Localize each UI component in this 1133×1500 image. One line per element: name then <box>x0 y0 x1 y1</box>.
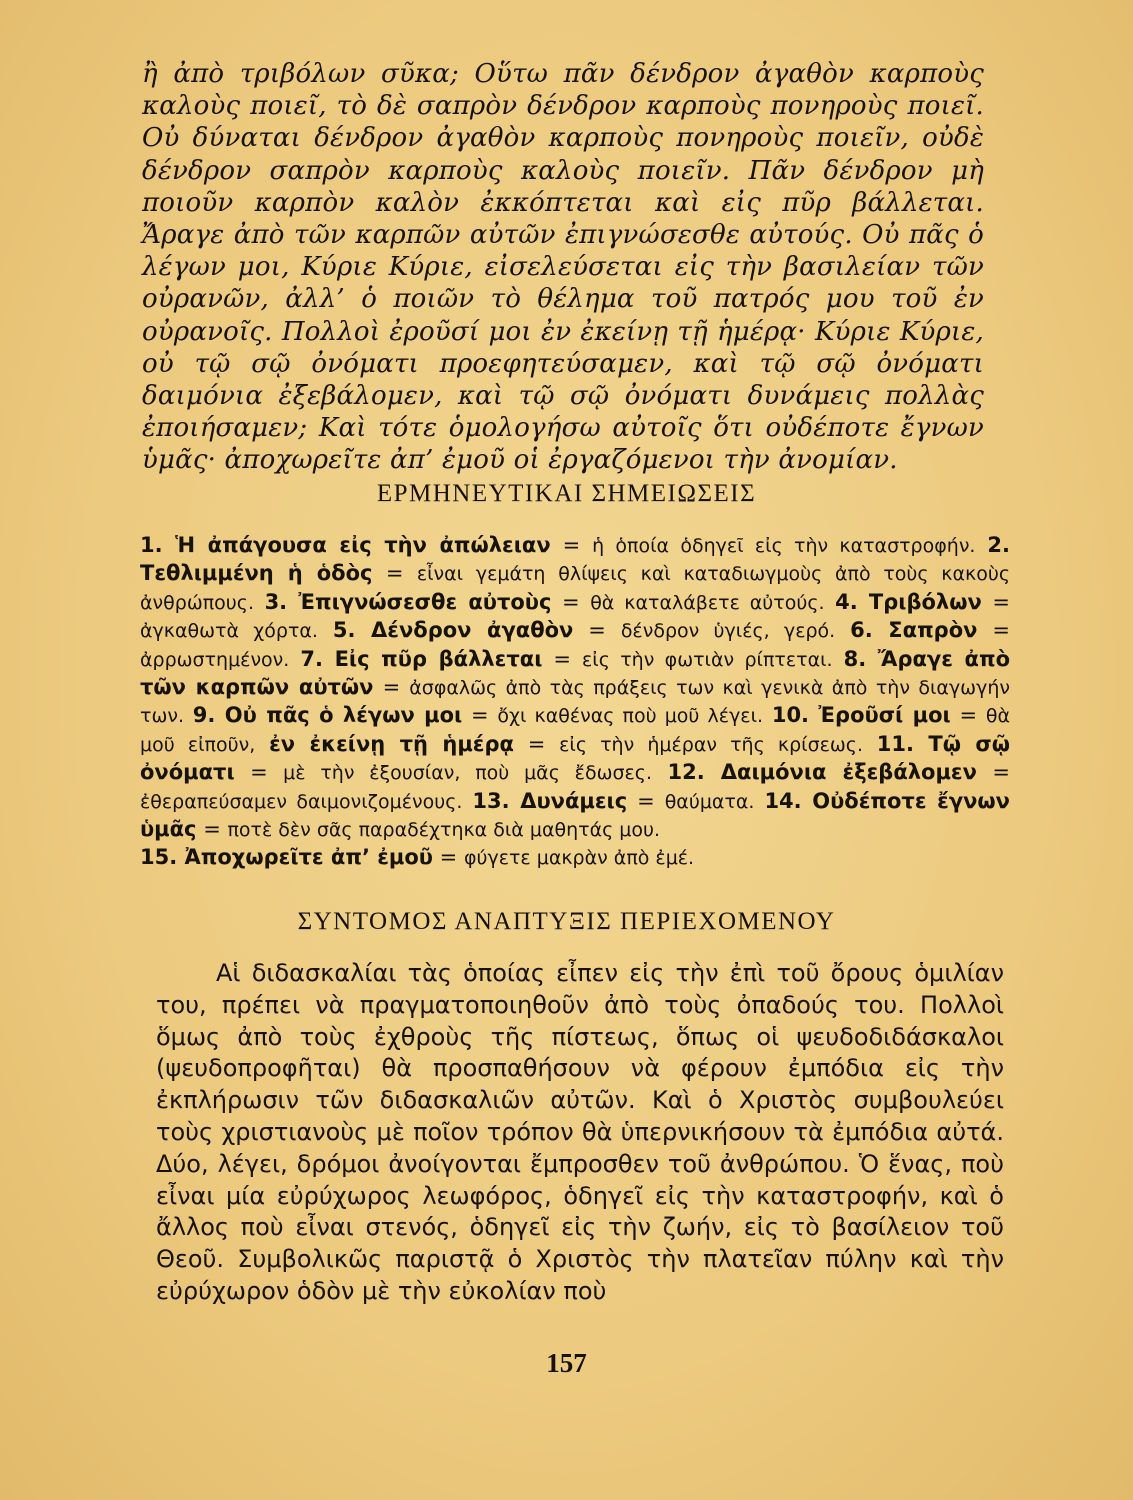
note-definition: ἀγκαθωτὰ χόρτα. <box>140 620 318 643</box>
page-number: 157 <box>546 1348 587 1378</box>
note-term: 5. Δένδρον ἀγαθὸν <box>332 618 574 643</box>
note-item: 2. Τεθλιμμένη ἡ ὁδὸς = εἶναι γεμάτη θλίψεις καὶ καταδιωγμοὺς ἀπὸ τοὺς κακοὺς ἀνθρώπους. <box>140 533 1010 614</box>
note-term: ἐν ἐκείνῃ τῇ ἡμέρᾳ <box>269 731 514 756</box>
note-definition: ἀρρωστημένον. <box>140 648 290 671</box>
note-term: 15. Ἀποχωρεῖτε ἀπ’ ἐμοῦ <box>140 845 433 870</box>
note-term: 9. Οὐ πᾶς ὁ λέγων μοι <box>192 703 463 728</box>
note-item: 13. Δυνάμεις = θαύματα. <box>472 788 755 813</box>
note-term: 6. Σαπρὸν <box>850 618 978 643</box>
notes-section <box>140 532 1010 873</box>
note-definition: δένδρον ὑγιές, γερό. <box>620 620 836 643</box>
note-item: 1. Ἡ ἀπάγουσα εἰς τὴν ἀπώλειαν = ἡ ὁποία ὁδηγεῖ εἰς τὴν καταστροφήν. <box>140 533 976 557</box>
note-term: 2. Τεθλιμμένη ἡ ὁδὸς <box>140 533 1010 586</box>
note-definition: ὄχι καθένας ποὺ μοῦ λέγει. <box>497 705 764 728</box>
notes-heading: ΕΡΜΗΝΕΥΤΙΚΑΙ ΣΗΜΕΙΩΣΕΙΣ <box>376 480 757 507</box>
note-definition: μὲ τὴν ἐξουσίαν, ποὺ μᾶς ἔδωσες. <box>283 762 652 785</box>
note-definition: εἰς τὴν ἡμέραν τῆς κρίσεως. <box>559 733 863 756</box>
note-item: 15. Ἀποχωρεῖτε ἀπ’ ἐμοῦ = φύγετε μακρὰν ἀπὸ ἐμέ. <box>140 845 695 870</box>
note-definition: εἰς τὴν φωτιὰν ρίπτεται. <box>582 648 833 671</box>
summary-heading: ΣΥΝΤΟΜΟΣ ΑΝΑΠΤΥΞΙΣ ΠΕΡΙΕΧΟΜΕΝΟΥ <box>297 908 836 935</box>
note-term: 14. Οὐδέποτε ἔγνων ὑμᾶς <box>140 788 1010 842</box>
note-item: 3. Ἐπιγνώσεσθε αὐτοὺς = θὰ καταλάβετε αὐτούς. <box>264 589 825 614</box>
note-item: 10. Ἐροῦσί μοι = θὰ μοῦ εἰποῦν, <box>140 703 1010 756</box>
note-term: 8. Ἄραγε ἀπὸ τῶν καρπῶν αὐτῶν <box>140 646 1010 700</box>
note-item: 8. Ἄραγε ἀπὸ τῶν καρπῶν αὐτῶν = ἀσφαλῶς ἀπὸ τὰς πράξεις των καὶ γενικὰ ἀπὸ τὴν διαγωγήν των. <box>140 646 1010 728</box>
note-item: 14. Οὐδέποτε ἔγνων ὑμᾶς = ποτὲ δὲν σᾶς παραδέχτηκα διὰ μαθητάς μου. <box>140 788 1010 842</box>
note-item: ἐν ἐκείνῃ τῇ ἡμέρᾳ = εἰς τὴν ἡμέραν τῆς κρίσεως. <box>269 731 863 756</box>
note-definition: ἡ ὁποία ὁδηγεῖ εἰς τὴν καταστροφήν. <box>592 535 976 557</box>
note-term: 10. Ἐροῦσί μοι <box>771 703 951 728</box>
note-item: 9. Οὐ πᾶς ὁ λέγων μοι = ὄχι καθένας ποὺ μοῦ λέγει. <box>192 703 764 728</box>
note-definition: ποτὲ δὲν σᾶς παραδέχτηκα διὰ μαθητάς μου. <box>227 819 661 842</box>
note-item: 6. Σαπρὸν = ἀρρωστημένον. <box>140 618 1010 671</box>
summary-paragraph: Αἱ διδασκαλίαι τὰς ὁποίας εἶπεν εἰς τὴν ἐπὶ τοῦ ὄρους ὁμιλίαν του, πρέπει νὰ πραγματοποιηθοῦν ἀπὸ τοὺς ὀπαδούς του. Πολλοὶ ὅμως ἀπὸ τοὺς ἐχθροὺς τῆς πίστεως, ὅπως οἱ ψευδοδιδάσκαλοι (ψευδοπροφῆται) θὰ προσπαθήσουν νὰ φέρουν ἐμπόδια εἰς τὴν ἐκπλήρωσιν τῶν διδασκαλιῶν αὐτῶν. Καὶ ὁ Χριστὸς συμβουλεύει τοὺς χριστιανοὺς μὲ ποῖον τρόπον θὰ ὑπερνικήσουν τὰ ἐμπόδια αὐτά. Δύο, λέγει, δρόμοι ἀνοίγονται ἔμπροσθεν τοῦ ἀνθρώπου. Ὁ ἕνας, ποὺ εἶναι μία εὐρύχωρος λεωφόρος, ὁδηγεῖ εἰς τὴν καταστροφήν, καὶ ὁ ἄλλος ποὺ εἶναι στενός, ὁδηγεῖ εἰς τὴν ζωήν, εἰς τὸ βασίλειον τοῦ Θεοῦ. Συμβολικῶς παριστᾷ ὁ Χριστὸς τὴν πλατεῖαν πύλην καὶ τὴν εὐρύχωρον ὁδὸν μὲ τὴν εὐκολίαν ποὺ <box>156 959 1004 1305</box>
note-definition: θαύματα. <box>664 790 755 813</box>
note-term: 3. Ἐπιγνώσεσθε αὐτοὺς <box>264 589 552 614</box>
note-item: 12. Δαιμόνια ἐξεβάλομεν = ἐθεραπεύσαμεν δαιμονιζομένους. <box>140 760 1010 813</box>
note-term: 12. Δαιμόνια ἐξεβάλομεν <box>667 760 977 785</box>
note-term: 1. Ἡ ἀπάγουσα εἰς τὴν ἀπώλειαν <box>140 533 551 557</box>
note-definition: θὰ μοῦ εἰποῦν, <box>140 705 1010 756</box>
note-item: 5. Δένδρον ἀγαθὸν = δένδρον ὑγιές, γερό. <box>332 618 836 643</box>
note-item: 11. Τῷ σῷ ὀνόματι = μὲ τὴν ἐξουσίαν, ποὺ μᾶς ἔδωσες. <box>140 731 1011 785</box>
note-item: 4. Τριβόλων = ἀγκαθωτὰ χόρτα. <box>140 589 1010 643</box>
note-definition: θὰ καταλάβετε αὐτούς. <box>590 591 825 614</box>
note-definition: εἶναι γεμάτη θλίψεις καὶ καταδιωγμοὺς ἀπὸ τοὺς κακοὺς ἀνθρώπους. <box>140 563 1010 614</box>
note-term: 13. Δυνάμεις <box>472 788 628 813</box>
note-term: 7. Εἰς πῦρ βάλλεται <box>300 646 543 671</box>
note-term: 4. Τριβόλων <box>835 589 982 614</box>
scripture-passage: ἢ ἀπὸ τριβόλων σῦκα; Οὕτω πᾶν δένδρον ἀγαθὸν καρποὺς καλοὺς ποιεῖ, τὸ δὲ σαπρὸν δένδρον καρποὺς πονηροὺς ποιεῖ. Οὐ δύναται δένδρον ἀγαθὸν καρποὺς πονηροὺς ποιεῖν, οὐδὲ δένδρον σαπρὸν καρποὺς καλοὺς ποιεῖν. Πᾶν δένδρον μὴ ποιοῦν καρπὸν καλὸν ἐκκόπτεται καὶ εἰς πῦρ βάλλεται. Ἄραγε ἀπὸ τῶν καρπῶν αὐτῶν ἐπιγνώσεσθε αὐτούς. Οὐ πᾶς ὁ λέγων μοι, Κύριε Κύριε, εἰσελεύσεται εἰς τὴν βασιλείαν τῶν οὐρανῶν, ἀλλ’ ὁ ποιῶν τὸ θέλημα τοῦ πατρός μου τοῦ ἐν οὐρανοῖς. Πολλοὶ ἐροῦσί μοι ἐν ἐκείνῃ τῇ ἡμέρᾳ· Κύριε Κύριε, οὐ τῷ σῷ ὀνόματι προεφητεύσαμεν, καὶ τῷ σῷ ὀνόματι δαιμόνια ἐξεβάλομεν, καὶ τῷ σῷ ὀνόματι δυνάμεις πολλὰς ἐποιήσαμεν; Καὶ τότε ὁμολογήσω αὐτοῖς ὅτι οὐδέποτε ἔγνων ὑμᾶς· ἀποχωρεῖτε ἀπ’ ἐμοῦ οἱ ἐργαζόμενοι τὴν ἀνομίαν. <box>142 59 984 476</box>
note-term: 11. Τῷ σῷ ὀνόματι <box>140 731 1011 785</box>
note-definition: ἐθεραπεύσαμεν δαιμονιζομένους. <box>140 790 463 813</box>
note-definition: ἀσφαλῶς ἀπὸ τὰς πράξεις των καὶ γενικὰ ἀπὸ τὴν διαγωγήν των. <box>140 677 1010 728</box>
note-item: 7. Εἰς πῦρ βάλλεται = εἰς τὴν φωτιὰν ρίπτεται. <box>300 646 833 671</box>
note-definition: φύγετε μακρὰν ἀπὸ ἐμέ. <box>463 847 695 870</box>
